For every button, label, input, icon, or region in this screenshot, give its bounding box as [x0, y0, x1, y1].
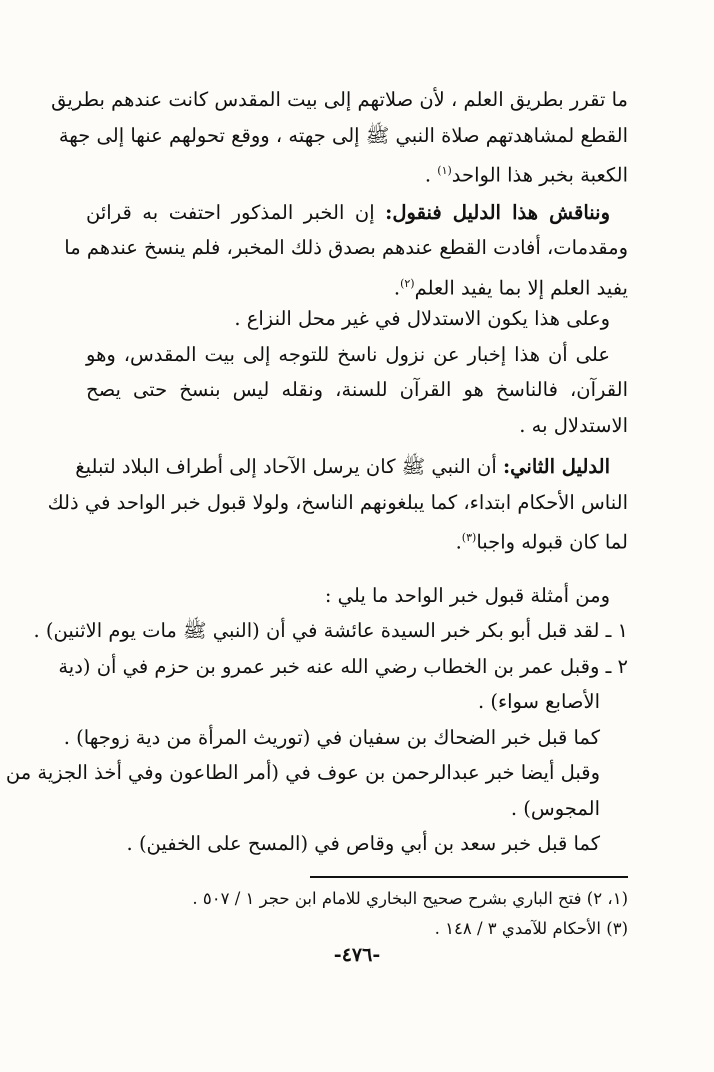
text-line: الكعبة بخبر هذا الواحد$^{(١)}$ .: [424, 163, 628, 187]
text-span: أن النبي ﷺ كان يرسل الآحاد إلى أطراف البلاد لتبليغ: [75, 455, 503, 478]
bold-lead: ونناقش هذا الدليل فنقول:: [385, 200, 610, 224]
text-span: الكعبة بخبر هذا الواحد: [451, 163, 628, 187]
text-line: [86, 195, 628, 231]
page-number: -٤٧٦-: [333, 944, 381, 966]
footnote-divider: [310, 876, 628, 878]
text-line: الناس الأحكام ابتداء، كما يبلغونهم الناسخ، ولولا قبول خبر الواحد في ذلك: [47, 490, 628, 514]
text-span: لما كان قبوله واجبا: [476, 530, 628, 554]
text-line: القرآن، فالناسخ هو القرآن للسنة، ونقله ليس بنسخ حتى يصح: [86, 378, 628, 401]
footnote-ref: (٣): [461, 531, 477, 544]
text-line: ومن أمثلة قبول خبر الواحد ما يلي :: [324, 583, 610, 607]
footnote: (١، ٢) فتح الباري بشرح صحيح البخاري للامام ابن حجر ١ / ٥٠٧ .: [192, 888, 628, 908]
text-span: يفيد العلم إلا بما يفيد العلم: [414, 276, 628, 299]
text-line: الاستدلال به .: [519, 413, 628, 437]
footnote-ref: (٢): [400, 276, 415, 290]
bold-lead: الدليل الثاني:: [502, 455, 610, 478]
text-span: إن الخبر المذكور احتفت به قرائن: [86, 200, 386, 224]
text-line: ما تقرر بطريق العلم ، لأن صلاتهم إلى بيت المقدس كانت عندهم بطريق: [51, 88, 628, 111]
footnote-ref: (١): [437, 164, 452, 177]
text-line: يفيد العلم إلا بما يفيد العلم$^{(٢)}$.: [393, 276, 628, 299]
text-line: ومقدمات، أفادت القطع عندهم بصدق ذلك المخبر، فلم ينسخ عندهم ما: [64, 236, 628, 259]
text-line: ٢ ـ وقبل عمر بن الخطاب رضي الله عنه خبر عمرو بن حزم في أن (دية: [58, 654, 628, 678]
text-line: الأصابع سواء) .: [477, 690, 600, 713]
text-line: ١ ـ لقد قبل أبو بكر خبر السيدة عائشة في أن (النبي ﷺ مات يوم الاثنين) .: [33, 619, 628, 642]
text-line: كما قبل خبر سعد بن أبي وقاص في (المسح على الخفين) .: [126, 832, 600, 855]
text-line: [75, 449, 628, 485]
text-line: المجوس) .: [510, 796, 600, 820]
text-line: كما قبل خبر الضحاك بن سفيان في (توريث المرأة من دية زوجها) .: [63, 725, 600, 749]
footnote: (٣) الأحكام للآمدي ٣ / ١٤٨ .: [434, 918, 628, 938]
text-line: وعلى هذا يكون الاستدلال في غير محل النزاع .: [234, 307, 610, 330]
text-line: القطع لمشاهدتهم صلاة النبي ﷺ إلى جهته ، ووقع تحولهم عنها إلى جهة: [58, 123, 628, 147]
text-line: على أن هذا إخبار عن نزول ناسخ للتوجه إلى بيت المقدس، وهو: [86, 342, 610, 366]
text-line: لما كان قبوله واجبا$^{(٣)}$.: [455, 530, 628, 554]
text-line: وقبل أيضا خبر عبدالرحمن بن عوف في (أمر الطاعون وفي أخذ الجزية من: [5, 761, 600, 784]
